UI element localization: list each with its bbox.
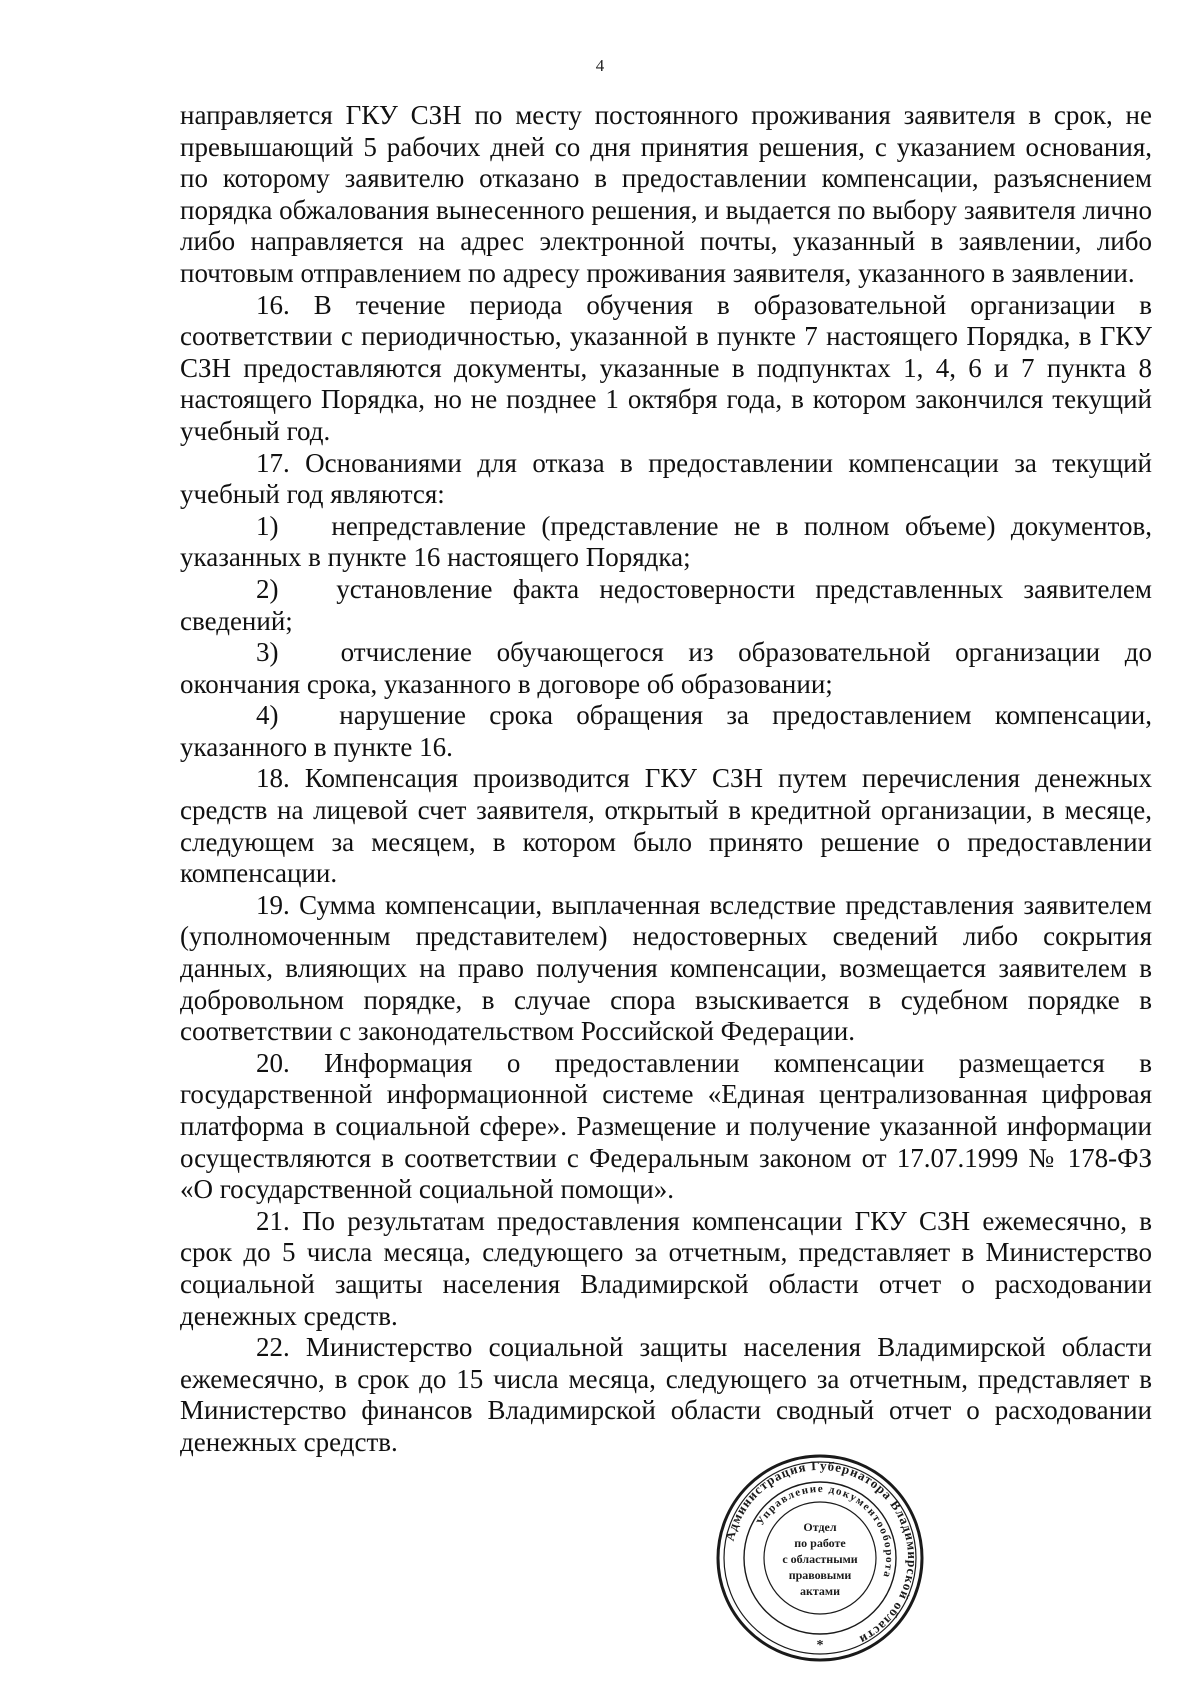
list-item-number: 4) — [256, 700, 279, 731]
paragraph-continuation: направляется ГКУ СЗН по месту постоянного проживания заявителя в срок, не превышающий 5 рабочих дней со дня принятия решения, с указанием основания, по которому заявителю отказано в предоставлении компенсации, разъяснением порядка обжалования вынесенного решения, и выдается по выбору заявителя лично либо направляется на адрес электронной почты, указанный в заявлении, либо почтовым отправлением по адресу проживания заявителя, указанного в заявлении. — [180, 100, 1152, 288]
paragraph-19: 19. Сумма компенсации, выплаченная вследствие представления заявителем (уполномоченным представителем) недостоверных сведений либо сокрытия данных, влияющих на право получения компенсации, возмещается заявителем в добровольном порядке, в случае спора взыскивается в судебном порядке в соответствии с законодательством Российской Федерации. — [180, 889, 1152, 1047]
list-item-number: 2) — [256, 573, 279, 604]
list-item-3 — [180, 637, 1152, 700]
official-seal-stamp — [715, 1453, 925, 1663]
paragraph-18: 18. Компенсация производится ГКУ СЗН путем перечисления денежных средств на лицевой счет заявителя, открытый в кредитной организации, в месяце, следующем за месяцем, в котором было принято решение о предоставлении компенсации. — [180, 763, 1152, 889]
list-item-text: установление факта недостоверности представленных заявителем сведений; — [180, 573, 1153, 636]
stamp-center-line: с областными — [782, 1552, 858, 1566]
paragraph-17: 17. Основаниями для отказа в предоставлении компенсации за текущий учебный год являются: — [180, 447, 1152, 510]
list-item-text: отчисление обучающегося из образовательной организации до окончания срока, указанного в договоре об образовании; — [180, 637, 1153, 699]
list-item-text: непредставление (представление не в полном объеме) документов, указанных в пункте 16 настоящего Порядка; — [180, 510, 1153, 573]
stamp-star-icon: * — [816, 1638, 824, 1653]
stamp-center-line: по работе — [794, 1536, 846, 1550]
page-number: 4 — [595, 56, 605, 75]
stamp-center-line: правовыми — [788, 1568, 852, 1582]
list-item-number: 3) — [256, 637, 279, 668]
stamp-center-line: Отдел — [803, 1520, 837, 1534]
paragraph-16: 16. В течение периода обучения в образовательной организации в соответствии с периодичностью, указанной в пункте 7 настоящего Порядка, в ГКУ СЗН предоставляются документы, указанные в подпунктах 1, 4, 6 и 7 пункта 8 настоящего Порядка, но не позднее 1 октября года, в котором закончился текущий учебный год. — [180, 289, 1152, 446]
paragraph-22: 22. Министерство социальной защиты населения Владимирской области ежемесячно, в срок до 15 числа месяца, следующего за отчетным, представляет в Министерство финансов Владимирской области сводный отчет о расходовании денежных средств. — [180, 1332, 1152, 1457]
document-body — [180, 100, 1152, 1459]
stamp-center-line: актами — [799, 1584, 841, 1598]
paragraph-21: 21. По результатам предоставления компенсации ГКУ СЗН ежемесячно, в срок до 5 числа месяца, следующего за отчетным, представляет в Министерство социальной защиты населения Владимирской области отчет о расходовании денежных средств. — [180, 1205, 1152, 1331]
list-item-text: нарушение срока обращения за предоставлением компенсации, указанного в пункте 16. — [180, 700, 1153, 762]
paragraph-20: 20. Информация о предоставлении компенсации размещается в государственной информационной системе «Единая централизованная цифровая платформа в социальной сфере». Размещение и получение указанной информации осуществляются в соответствии с Федеральным законом от 17.07.1999 № 178-ФЗ «О государственной социальной помощи». — [180, 1047, 1152, 1205]
stamp-outer-ring-text: Администрация Губернатора Владимирской области — [721, 1457, 921, 1649]
stamp-inner-ring-text: Управление документооборота — [754, 1482, 896, 1580]
list-item-2 — [180, 574, 1152, 637]
list-item-1 — [180, 511, 1152, 574]
list-item-number: 1) — [256, 510, 279, 541]
list-item-4 — [180, 700, 1152, 763]
